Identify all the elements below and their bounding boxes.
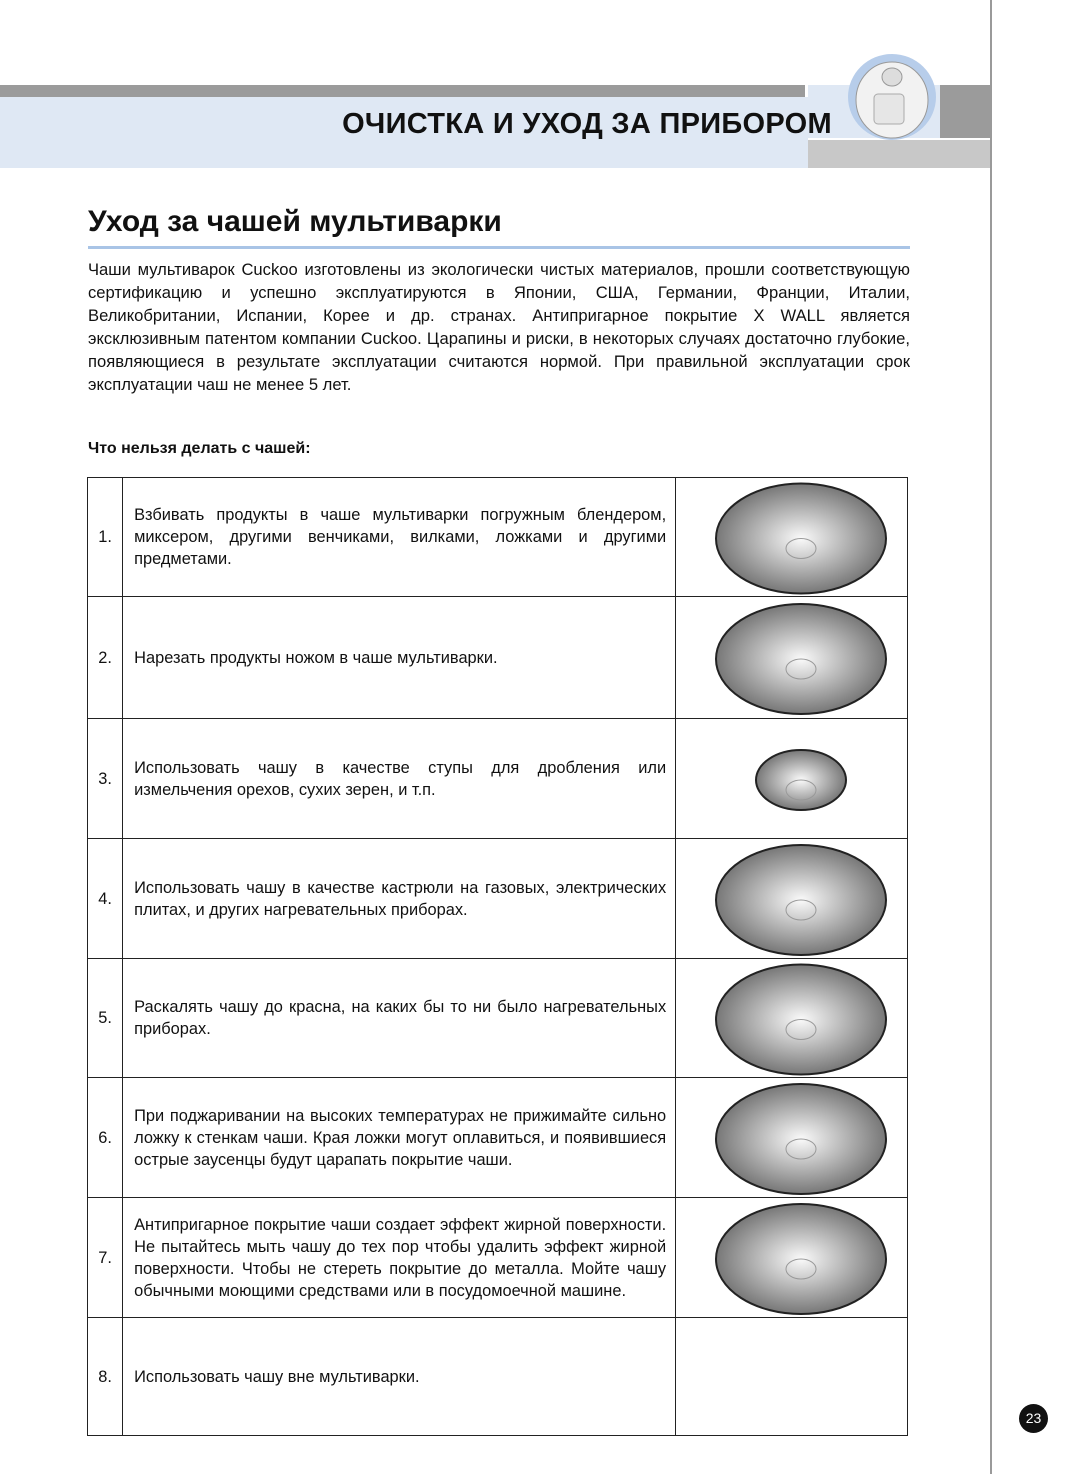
row-text: Взбивать продукты в чаше мультиварки погружным блендером, миксером, другими венчиками, вилками, ложками и другими предметами. (123, 478, 676, 597)
row-number: 1. (88, 478, 123, 597)
table-row (88, 1078, 908, 1198)
row-illustration (676, 1318, 908, 1436)
man-scrubbing-bowl-icon (676, 1199, 906, 1317)
row-number: 8. (88, 1318, 123, 1436)
header-decor (940, 85, 990, 138)
table-row (88, 597, 908, 719)
row-number: 3. (88, 719, 123, 839)
page-edge-line (990, 0, 992, 1474)
table-row (88, 1198, 908, 1318)
section-divider (88, 246, 910, 249)
table-row (88, 959, 908, 1078)
row-text: Нарезать продукты ножом в чаше мультиварки. (123, 597, 676, 719)
header-decor (808, 140, 990, 168)
blender-in-bowl-icon (676, 479, 906, 596)
spoon-in-bowl-icon (676, 1079, 906, 1197)
donts-table (87, 477, 908, 1436)
row-number: 5. (88, 959, 123, 1078)
row-illustration (676, 719, 908, 839)
row-text: Использовать чашу в качестве ступы для дробления или измельчения орехов, сухих зерен, и т.п. (123, 719, 676, 839)
row-number: 7. (88, 1198, 123, 1318)
row-text: При поджаривании на высоких температурах не прижимайте сильно ложку к стенкам чаши. Края ложки могут оплавиться, и появившиеся острые заусенцы будут царапать покрытие чаши. (123, 1078, 676, 1198)
row-illustration (676, 478, 908, 597)
row-text: Раскалять чашу до красна, на каких бы то ни было нагревательных приборах. (123, 959, 676, 1078)
row-illustration (676, 839, 908, 959)
row-text: Антипригарное покрытие чаши создает эффект жирной поверхности. Не пытайтесь мыть чашу до тех пор чтобы удалить эффект жирной поверхности. Чтобы не стереть покрытие до металла. Мойте чашу обычными моющими средствами или в посудомоечной машине. (123, 1198, 676, 1318)
row-number: 4. (88, 839, 123, 959)
row-illustration (676, 597, 908, 719)
page-number: 23 (1019, 1404, 1048, 1433)
bowl-on-fire-icon (676, 960, 906, 1077)
mortar-pestle-icon (676, 720, 906, 838)
row-text: Использовать чашу вне мультиварки. (123, 1318, 676, 1436)
row-illustration (676, 1198, 908, 1318)
page-title: ОЧИСТКА И УХОД ЗА ПРИБОРОМ (342, 108, 832, 140)
multicooker-icon (846, 52, 938, 142)
header-gray-bar (0, 85, 805, 97)
intro-paragraph: Чаши мультиварок Cuckoo изготовлены из экологически чистых материалов, прошли соответствующую сертификацию и успешно эксплуатируются в Японии, США, Германии, Франции, Италии, Великобритании, Испании, Корее и др. странах. Антипригарное покрытие X WALL является эксклюзивным патентом компании Cuckoo. Царапины и риски, в некоторых случаях достаточно глубокие, появляющиеся в результате эксплуатации считаются нормой. При правильной эксплуатации срок эксплуатации чаш не менее 5 лет. (88, 260, 910, 394)
knife-in-bowl-icon (676, 598, 906, 718)
row-illustration (676, 1078, 908, 1198)
table-row (88, 719, 908, 839)
table-row (88, 839, 908, 959)
subtitle: Что нельзя делать с чашей: (88, 440, 311, 457)
row-illustration (676, 959, 908, 1078)
table-row (88, 478, 908, 597)
section-title: Уход за чашей мультиварки (88, 205, 502, 238)
bowl-on-stove-icon (676, 840, 906, 958)
row-number: 2. (88, 597, 123, 719)
table-row (88, 1318, 908, 1436)
row-text: Использовать чашу в качестве кастрюли на газовых, электрических плитах, и других нагревательных приборах. (123, 839, 676, 959)
row-number: 6. (88, 1078, 123, 1198)
